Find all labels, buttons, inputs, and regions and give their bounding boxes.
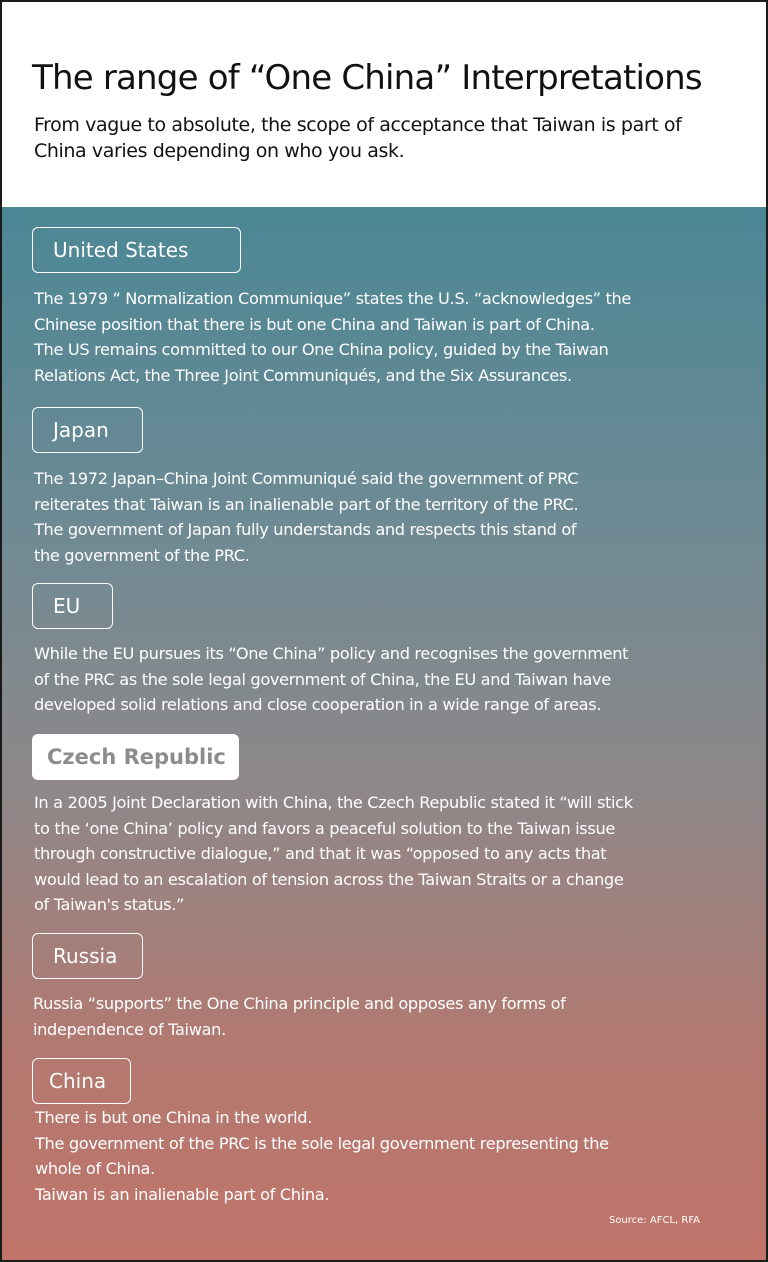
label-czech-republic: Czech Republic: [32, 734, 239, 780]
header: [2, 2, 766, 207]
description-china: [35, 1105, 725, 1207]
description-russia: [33, 991, 723, 1042]
description-line: The US remains committed to our One China policy, guided by the Taiwan: [34, 340, 609, 359]
description-line: There is but one China in the world.: [35, 1108, 312, 1127]
label-eu: EU: [32, 583, 113, 629]
description-eu: [34, 641, 724, 718]
source-credit: Source: AFCL, RFA: [608, 1215, 700, 1226]
description-line: The 1979 “ Normalization Communique” states the U.S. “acknowledges” the: [34, 289, 632, 308]
label-russia: Russia: [32, 933, 143, 979]
description-line: Taiwan is an inalienable part of China.: [35, 1184, 330, 1204]
description-line: While the EU pursues its “One China” policy and recognises the government: [34, 644, 629, 663]
description-line: In a 2005 Joint Declaration with China, the Czech Republic stated it “will stick: [34, 793, 633, 812]
description-line: to the ‘one China’ policy and favors a peaceful solution to the Taiwan issue: [34, 818, 615, 838]
description-line: The government of the PRC is the sole legal government representing the: [35, 1133, 609, 1153]
description-czech-republic: [34, 790, 724, 918]
description-line: developed solid relations and close cooperation in a wide range of areas.: [34, 695, 602, 714]
description-line: Russia “supports” the One China principle and opposes any forms of: [33, 994, 566, 1013]
description-line: the government of the PRC.: [34, 545, 250, 565]
description-line: of the PRC as the sole legal government of China, the EU and Taiwan have: [34, 669, 611, 689]
page-title: The range of “One China” Interpretations: [32, 58, 702, 98]
description-line: Relations Act, the Three Joint Communiqués, and the Six Assurances.: [34, 365, 572, 385]
description-line: of Taiwan's status.”: [34, 895, 185, 914]
description-line: independence of Taiwan.: [33, 1019, 226, 1039]
description-line: would lead to an escalation of tension across the Taiwan Straits or a change: [34, 869, 624, 889]
page-subtitle: From vague to absolute, the scope of acceptance that Taiwan is part of China varies depending on who you ask.: [34, 114, 682, 162]
description-japan: [34, 466, 724, 568]
description-line: whole of China.: [35, 1159, 155, 1178]
description-line: reiterates that Taiwan is an inalienable part of the territory of the PRC.: [34, 494, 579, 514]
description-line: Chinese position that there is but one China and Taiwan is part of China.: [34, 314, 595, 334]
content-panel: [2, 207, 766, 1262]
label-japan: Japan: [32, 407, 143, 453]
description-line: through constructive dialogue,” and that it was “opposed to any acts that: [34, 844, 607, 863]
label-united-states: United States: [32, 227, 241, 273]
description-line: The 1972 Japan–China Joint Communiqué said the government of PRC: [34, 469, 579, 488]
description-line: The government of Japan fully understands and respects this stand of: [34, 520, 577, 539]
description-united-states: [34, 286, 724, 388]
label-china: China: [32, 1058, 131, 1104]
